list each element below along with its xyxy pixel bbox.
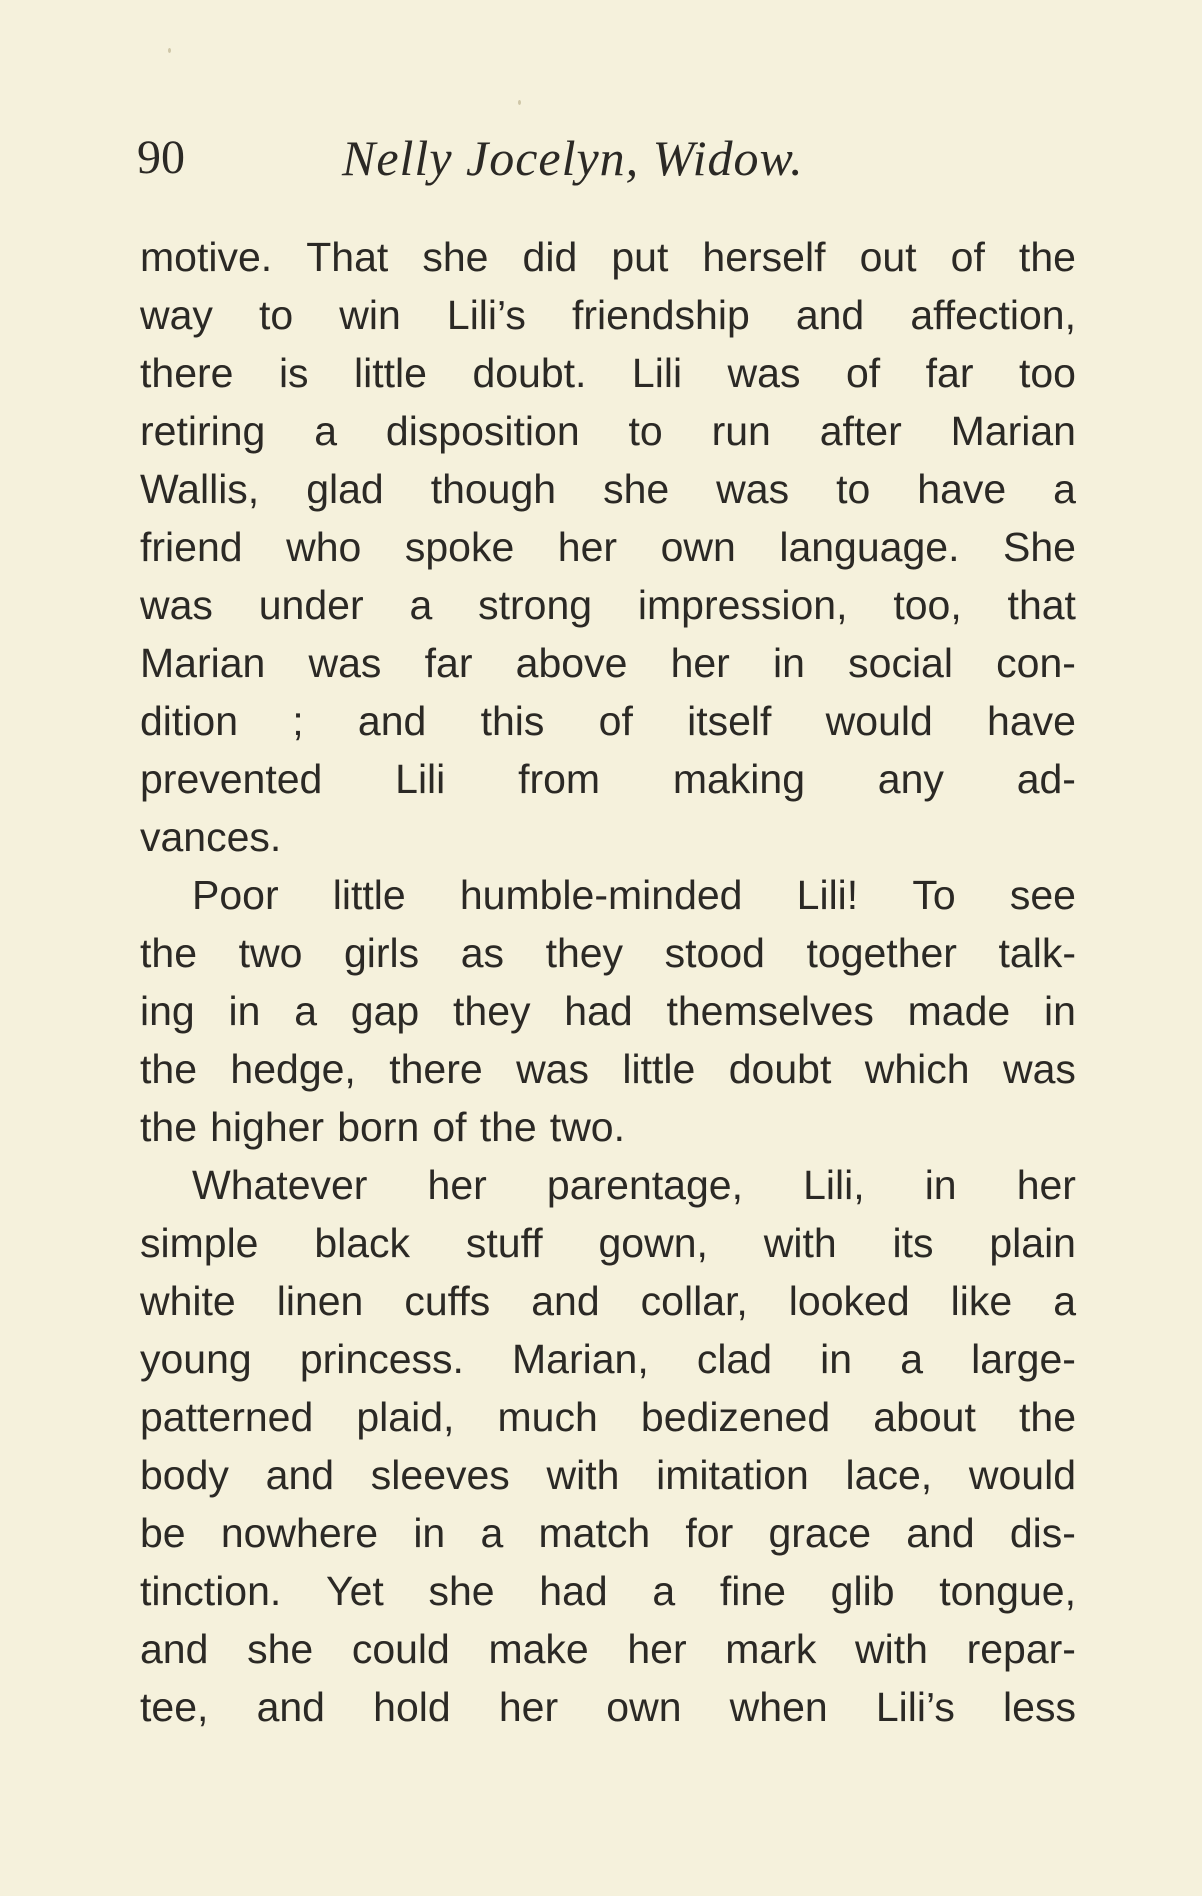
word: Whatever	[192, 1162, 368, 1208]
word: own	[660, 524, 736, 570]
word: did	[522, 234, 578, 280]
word: disposition	[385, 408, 580, 454]
word: her	[557, 524, 618, 570]
word: could	[351, 1626, 450, 1672]
word: imitation	[656, 1452, 809, 1498]
word: mark	[725, 1626, 817, 1672]
word: was	[716, 466, 790, 512]
word: Wallis,	[140, 466, 260, 512]
text-line	[140, 866, 1076, 924]
text-line	[140, 1214, 1076, 1272]
word: friend	[140, 524, 243, 570]
word: after	[819, 408, 902, 454]
text-line	[140, 1678, 1076, 1736]
word: is	[278, 350, 309, 396]
word: language.	[779, 524, 960, 570]
word: white	[140, 1278, 236, 1324]
word: hedge,	[230, 1046, 356, 1092]
text-line	[140, 1272, 1076, 1330]
word: body	[140, 1452, 229, 1498]
word: gown,	[598, 1220, 708, 1266]
text-line	[140, 1330, 1076, 1388]
word: and	[256, 1684, 325, 1730]
word: young	[140, 1336, 252, 1382]
word: in	[228, 988, 261, 1034]
word: a	[652, 1568, 676, 1614]
word: repar-	[966, 1626, 1076, 1672]
word: who	[286, 524, 362, 570]
word: impression,	[637, 582, 848, 628]
word: dition	[140, 698, 239, 744]
word: her	[498, 1684, 559, 1730]
word: was	[308, 640, 382, 686]
word: cuffs	[404, 1278, 491, 1324]
word: herself	[702, 234, 826, 280]
word: as	[460, 930, 504, 976]
word: for	[685, 1510, 734, 1556]
word: a	[294, 988, 318, 1034]
word: Poor	[192, 872, 279, 918]
text-line	[140, 576, 1076, 634]
word: under	[258, 582, 364, 628]
text-line	[140, 692, 1076, 750]
word: fine	[719, 1568, 786, 1614]
word: she	[247, 1626, 314, 1672]
word: in	[1043, 988, 1076, 1034]
paper-speck	[518, 100, 521, 105]
word: had	[564, 988, 633, 1034]
running-header	[137, 120, 1077, 190]
text-line	[140, 344, 1076, 402]
word: two.	[549, 1104, 625, 1150]
word: her	[427, 1162, 487, 1208]
word: she	[603, 466, 670, 512]
word: strong	[478, 582, 593, 628]
word: simple	[140, 1220, 259, 1266]
word: plain	[989, 1220, 1076, 1266]
word: prevented	[140, 756, 323, 802]
word: the	[140, 1046, 197, 1092]
word: which	[864, 1046, 970, 1092]
word: its	[892, 1220, 934, 1266]
word: tinction.	[140, 1568, 282, 1614]
text-line	[140, 1098, 1076, 1156]
word: social	[848, 640, 953, 686]
word: and	[265, 1452, 335, 1498]
word: grace	[768, 1510, 872, 1556]
word: Marian,	[512, 1336, 649, 1382]
word: a	[1053, 466, 1076, 512]
word: put	[611, 234, 669, 280]
word: affection,	[910, 292, 1076, 338]
word: any	[877, 756, 944, 802]
word: themselves	[666, 988, 874, 1034]
word: the	[140, 1104, 197, 1150]
word: humble-minded	[459, 872, 743, 918]
word: hold	[373, 1684, 451, 1730]
text-line	[140, 1620, 1076, 1678]
word: out	[859, 234, 917, 280]
word: Lili,	[803, 1162, 865, 1208]
word: own	[606, 1684, 682, 1730]
word: had	[539, 1568, 608, 1614]
word: talk-	[998, 930, 1076, 976]
word: con-	[996, 640, 1076, 686]
word: making	[672, 756, 806, 802]
word: her	[627, 1626, 687, 1672]
word: of	[845, 350, 881, 396]
word: ad-	[1016, 756, 1076, 802]
word: far	[925, 350, 974, 396]
word: linen	[276, 1278, 364, 1324]
word: to	[836, 466, 871, 512]
word: they	[545, 930, 624, 976]
word: born	[337, 1104, 420, 1150]
word: black	[314, 1220, 411, 1266]
word: her	[670, 640, 730, 686]
word: princess.	[299, 1336, 464, 1382]
word: little	[354, 350, 427, 396]
word: she	[422, 234, 489, 280]
word: doubt.	[472, 350, 587, 396]
word: with	[763, 1220, 837, 1266]
word: was	[1002, 1046, 1076, 1092]
word: a	[480, 1510, 504, 1556]
word: motive.	[140, 234, 273, 280]
word: in	[413, 1510, 446, 1556]
text-line	[140, 1446, 1076, 1504]
word: dis-	[1009, 1510, 1076, 1556]
word: much	[497, 1394, 598, 1440]
word: Marian	[140, 640, 266, 686]
word: when	[729, 1684, 828, 1730]
word: itself	[687, 698, 772, 744]
word: match	[538, 1510, 651, 1556]
word: the	[140, 930, 197, 976]
word: vances.	[140, 814, 282, 860]
word: large-	[971, 1336, 1076, 1382]
word: two	[238, 930, 303, 976]
word: to	[259, 292, 294, 338]
word: about	[873, 1394, 976, 1440]
word: have	[987, 698, 1076, 744]
word: together	[806, 930, 957, 976]
word: plaid,	[356, 1394, 455, 1440]
word: her	[1016, 1162, 1076, 1208]
word: Lili	[631, 350, 683, 396]
text-line	[140, 924, 1076, 982]
word: a	[1053, 1278, 1076, 1324]
text-line	[140, 518, 1076, 576]
word: She	[1003, 524, 1076, 570]
text-line	[140, 460, 1076, 518]
text-line	[140, 982, 1076, 1040]
word: lace,	[845, 1452, 933, 1498]
text-line	[140, 750, 1076, 808]
text-line	[140, 1156, 1076, 1214]
word: in	[820, 1336, 853, 1382]
word: patterned	[140, 1394, 314, 1440]
word: clad	[696, 1336, 773, 1382]
word: was	[727, 350, 801, 396]
word: way	[140, 292, 213, 338]
word: though	[430, 466, 557, 512]
word: win	[339, 292, 401, 338]
word: ing	[140, 988, 195, 1034]
word: in	[924, 1162, 957, 1208]
word: stood	[664, 930, 765, 976]
word: less	[1003, 1684, 1076, 1730]
text-line	[140, 402, 1076, 460]
word: was	[516, 1046, 589, 1092]
word: she	[428, 1568, 495, 1614]
word: doubt	[728, 1046, 832, 1092]
word: to	[628, 408, 663, 454]
word: that	[1007, 582, 1076, 628]
word: a	[314, 408, 338, 454]
word: stuff	[465, 1220, 543, 1266]
word: there	[389, 1046, 483, 1092]
word: of	[432, 1104, 467, 1150]
word: make	[488, 1626, 589, 1672]
word: there	[140, 350, 234, 396]
word: this	[480, 698, 545, 744]
word: have	[917, 466, 1007, 512]
word: looked	[788, 1278, 910, 1324]
word: Yet	[326, 1568, 384, 1614]
word: and	[906, 1510, 975, 1556]
word: too	[1018, 350, 1076, 396]
word: little	[622, 1046, 696, 1092]
text-line	[140, 634, 1076, 692]
text-line	[140, 808, 1076, 866]
word: girls	[343, 930, 420, 976]
word: see	[1009, 872, 1076, 918]
word: glad	[306, 466, 384, 512]
word: with	[855, 1626, 928, 1672]
word: Marian	[950, 408, 1076, 454]
word: sleeves	[370, 1452, 510, 1498]
paper-speck	[168, 48, 171, 53]
word: run	[711, 408, 771, 454]
body-text	[140, 228, 1076, 1736]
word: That	[306, 234, 389, 280]
text-line	[140, 1040, 1076, 1098]
word: the	[479, 1104, 537, 1150]
text-line	[140, 1504, 1076, 1562]
word: be	[140, 1510, 186, 1556]
word: tee,	[140, 1684, 209, 1730]
word: a	[409, 582, 433, 628]
word: Lili!	[796, 872, 859, 918]
word: bedizened	[640, 1394, 831, 1440]
word: parentage,	[546, 1162, 743, 1208]
word: glib	[830, 1568, 895, 1614]
word: was	[140, 582, 213, 628]
word: and	[795, 292, 865, 338]
word: gap	[350, 988, 420, 1034]
word: from	[518, 756, 601, 802]
word: of	[950, 234, 985, 280]
text-line	[140, 1562, 1076, 1620]
text-line	[140, 286, 1076, 344]
word: Lili’s	[875, 1684, 955, 1730]
word: like	[950, 1278, 1013, 1324]
word: the	[1019, 1394, 1076, 1440]
word: made	[907, 988, 1011, 1034]
word: the	[1018, 234, 1076, 280]
word: too,	[893, 582, 962, 628]
word: To	[912, 872, 956, 918]
word: a	[900, 1336, 923, 1382]
word: above	[515, 640, 628, 686]
word: spoke	[404, 524, 515, 570]
word: collar,	[640, 1278, 748, 1324]
word: would	[825, 698, 933, 744]
word: nowhere	[220, 1510, 379, 1556]
text-line	[140, 228, 1076, 286]
word: tongue,	[939, 1568, 1076, 1614]
word: ;	[292, 698, 304, 744]
word: and	[357, 698, 427, 744]
word: they	[453, 988, 531, 1034]
word: retiring	[140, 408, 266, 454]
word: far	[424, 640, 473, 686]
word: with	[546, 1452, 620, 1498]
word: Lili’s	[446, 292, 526, 338]
word: in	[773, 640, 805, 686]
page-number: 90	[137, 131, 185, 184]
word: higher	[210, 1104, 325, 1150]
word: little	[332, 872, 406, 918]
running-title: Nelly Jocelyn, Widow.	[342, 130, 804, 186]
text-line	[140, 1388, 1076, 1446]
word: Lili	[395, 756, 446, 802]
word: friendship	[571, 292, 750, 338]
word: of	[598, 698, 633, 744]
word: would	[968, 1452, 1076, 1498]
word: and	[531, 1278, 600, 1324]
word: and	[140, 1626, 209, 1672]
